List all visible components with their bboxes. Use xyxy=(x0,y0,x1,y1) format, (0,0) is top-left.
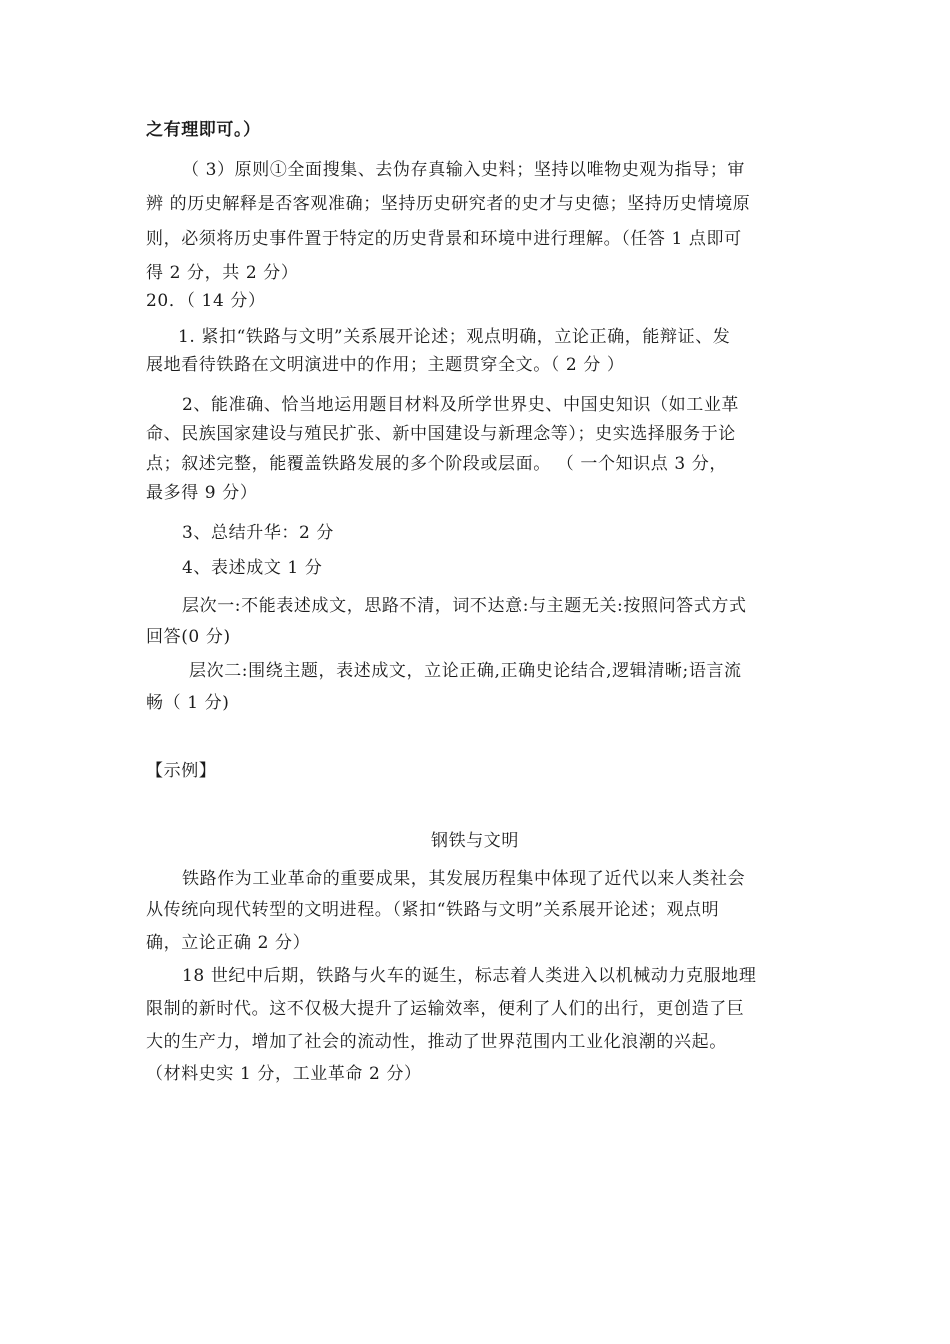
text-line: 畅（ 1 分) xyxy=(146,693,230,713)
text-line: 回答(0 分) xyxy=(146,627,231,647)
text-line-continuation: 之有理即可。） xyxy=(146,120,261,140)
text-line: 最多得 9 分） xyxy=(146,483,258,503)
text-line: 得 2 分，共 2 分） xyxy=(146,263,299,283)
text-line: 则，必须将历史事件置于特定的历史背景和环境中进行理解。（任答 1 点即可 xyxy=(146,229,742,249)
level-2: 层次二:围绕主题，表述成文，立论正确,正确史论结合,逻辑清晰;语言流 xyxy=(189,661,742,681)
criterion-4: 4、表述成文 1 分 xyxy=(182,558,323,578)
text-line: （材料史实 1 分，工业革命 2 分） xyxy=(146,1064,422,1084)
text-line: 确，立论正确 2 分） xyxy=(146,933,311,953)
text-line: 辨 的历史解释是否客观准确；坚持历史研究者的史才与史德；坚持历史情境原 xyxy=(146,194,751,214)
essay-paragraph-1: 铁路作为工业革命的重要成果，其发展历程集中体现了近代以来人类社会 xyxy=(182,869,746,889)
level-1: 层次一:不能表述成文，思路不清，词不达意:与主题无关:按照问答式方式 xyxy=(182,596,747,616)
text-line: 命、民族国家建设与殖民扩张、新中国建设与新理念等）；史实选择服务于论 xyxy=(146,424,736,444)
question-heading-20: 20．（ 14 分） xyxy=(146,291,266,311)
essay-paragraph-2: 18 世纪中后期，铁路与火车的诞生，标志着人类进入以机械动力克服地理 xyxy=(182,966,757,986)
example-heading: 【示例】 xyxy=(146,761,217,781)
text-line-principles: （ 3）原则①全面搜集、去伪存真输入史料；坚持以唯物史观为指导；审 xyxy=(182,160,746,180)
text-line: 限制的新时代。这不仅极大提升了运输效率，便利了人们的出行，更创造了巨 xyxy=(146,999,745,1019)
criterion-3: 3、总结升华：2 分 xyxy=(182,523,335,543)
text-line: 大的生产力，增加了社会的流动性，推动了世界范围内工业化浪潮的兴起。 xyxy=(146,1032,727,1052)
essay-title: 钢铁与文明 xyxy=(431,831,519,851)
criterion-1: 1. 紧扣“铁路与文明”关系展开论述；观点明确，立论正确，能辩证、发 xyxy=(178,327,731,347)
text-line: 从传统向现代转型的文明进程。（紧扣“铁路与文明”关系展开论述；观点明 xyxy=(146,900,720,920)
text-line: 展地看待铁路在文明演进中的作用；主题贯穿全文。（ 2 分 ） xyxy=(146,355,625,375)
text-line: 点；叙述完整，能覆盖铁路发展的多个阶段或层面。 （ 一个知识点 3 分， xyxy=(146,454,728,474)
criterion-2: 2、能准确、恰当地运用题目材料及所学世界史、中国史知识（如工业革 xyxy=(182,395,740,415)
